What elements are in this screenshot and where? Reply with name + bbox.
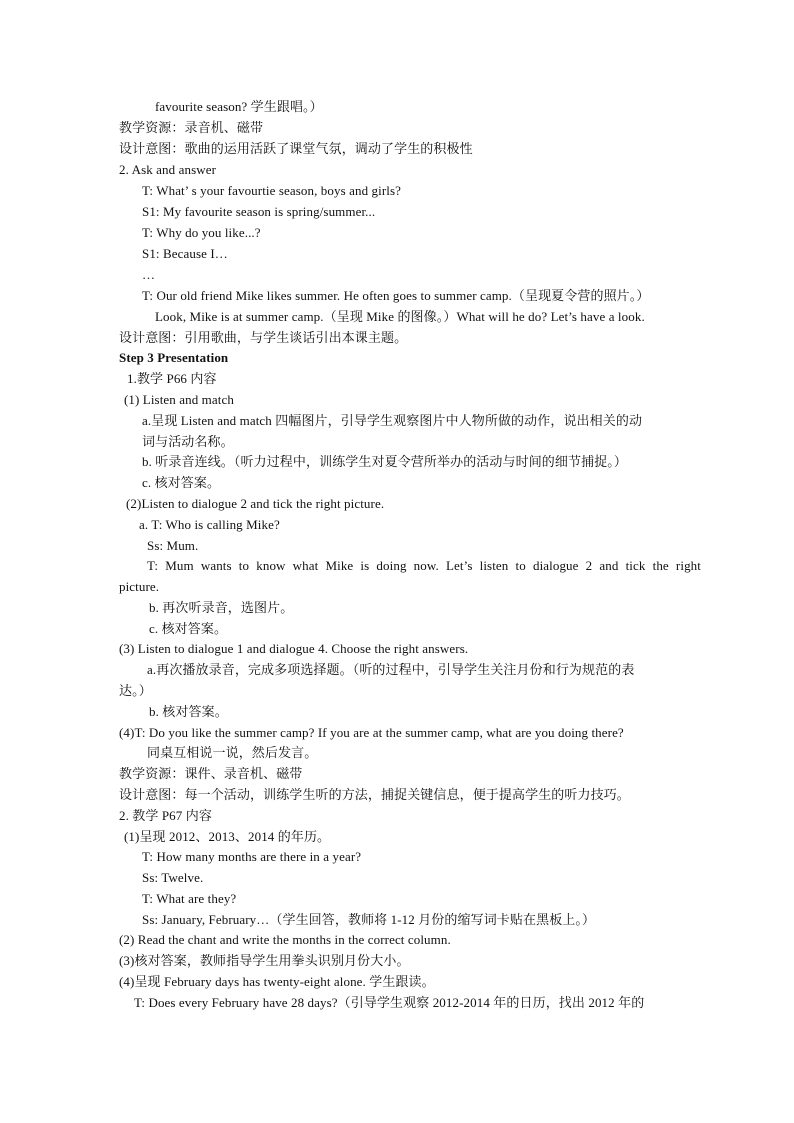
text-line: T: How many months are there in a year? — [142, 849, 362, 864]
text-line: S1: Because I… — [142, 246, 228, 261]
text-line: T: Why do you like...? — [142, 225, 261, 240]
text-line: S1: My favourite season is spring/summer... — [142, 204, 376, 219]
text-line: 教学资源：课件、录音机、磁带 — [119, 766, 303, 781]
text-line: 设计意图：歌曲的运用活跃了课堂气氛，调动了学生的积极性 — [119, 141, 473, 156]
text-line: c. 核对答案。 — [142, 475, 221, 490]
text-line: Ss: Mum. — [147, 538, 199, 553]
text-line: T: Mum wants to know what Mike is doing now. Let’s listen to dialogue 2 and tick the right — [147, 558, 701, 573]
text-line: T: What are they? — [142, 891, 237, 906]
text-line: 2. 教学 P67 内容 — [119, 808, 212, 823]
text-line: 2. Ask and answer — [119, 162, 217, 177]
text-line: 设计意图：引用歌曲，与学生谈话引出本课主题。 — [119, 330, 408, 345]
text-line: 词与活动名称。 — [142, 434, 234, 449]
text-line: Ss: Twelve. — [142, 870, 204, 885]
text-line: (2) Read the chant and write the months in the correct column. — [119, 932, 451, 947]
text-line: b. 再次听录音，选图片。 — [149, 600, 294, 615]
text-line: T: What’ s your favourtie season, boys and girls? — [142, 183, 402, 198]
text-line: 设计意图：每一个活动，训练学生听的方法，捕捉关键信息，便于提高学生的听力技巧。 — [119, 787, 630, 802]
text-line: a.再次播放录音，完成多项选择题。（听的过程中，引导学生关注月份和行为规范的表 — [147, 662, 635, 677]
text-line: (1)呈现 2012、2013、2014 的年历。 — [124, 829, 331, 844]
text-line: picture. — [119, 579, 160, 594]
text-line: (4)T: Do you like the summer camp? If you are at the summer camp, what are you doing there? — [119, 725, 624, 740]
text-line: (4)呈现 February days has twenty-eight alone. 学生跟读。 — [119, 974, 435, 989]
text-line: T: Our old friend Mike likes summer. He often goes to summer camp.（呈现夏令营的照片。） — [142, 288, 650, 303]
text-line: 教学资源：录音机、磁带 — [119, 120, 264, 135]
text-line: Look, Mike is at summer camp.（呈现 Mike 的图像。）What will he do? Let’s have a look. — [155, 309, 645, 324]
text-line: a. T: Who is calling Mike? — [139, 517, 280, 532]
text-line: Ss: January, February…（学生回答，教师将 1-12 月份的缩写词卡贴在黑板上。） — [142, 912, 596, 927]
text-line: (3)核对答案，教师指导学生用拳头识别月份大小。 — [119, 953, 410, 968]
text-line: a.呈现 Listen and match 四幅图片，引导学生观察图片中人物所做的动作，说出相关的动 — [142, 413, 643, 428]
text-line: b. 听录音连线。（听力过程中，训练学生对夏令营所举办的活动与时间的细节捕捉。） — [142, 454, 628, 469]
text-line: (2)Listen to dialogue 2 and tick the right picture. — [126, 496, 385, 511]
text-line: b. 核对答案。 — [149, 704, 228, 719]
text-line: 同桌互相说一说，然后发言。 — [147, 745, 318, 760]
text-line: favourite season? 学生跟唱。） — [155, 99, 323, 114]
text-line: 1.教学 P66 内容 — [127, 371, 217, 386]
text-line: (3) Listen to dialogue 1 and dialogue 4. Choose the right answers. — [119, 641, 469, 656]
section-heading: Step 3 Presentation — [119, 350, 229, 365]
text-line: 达。） — [119, 683, 152, 698]
text-line: c. 核对答案。 — [149, 621, 228, 636]
text-line: (1) Listen and match — [124, 392, 234, 407]
text-line: T: Does every February have 28 days?（引导学生观察 2012-2014 年的日历，找出 2012 年的 — [134, 995, 645, 1010]
text-line: … — [142, 267, 156, 282]
